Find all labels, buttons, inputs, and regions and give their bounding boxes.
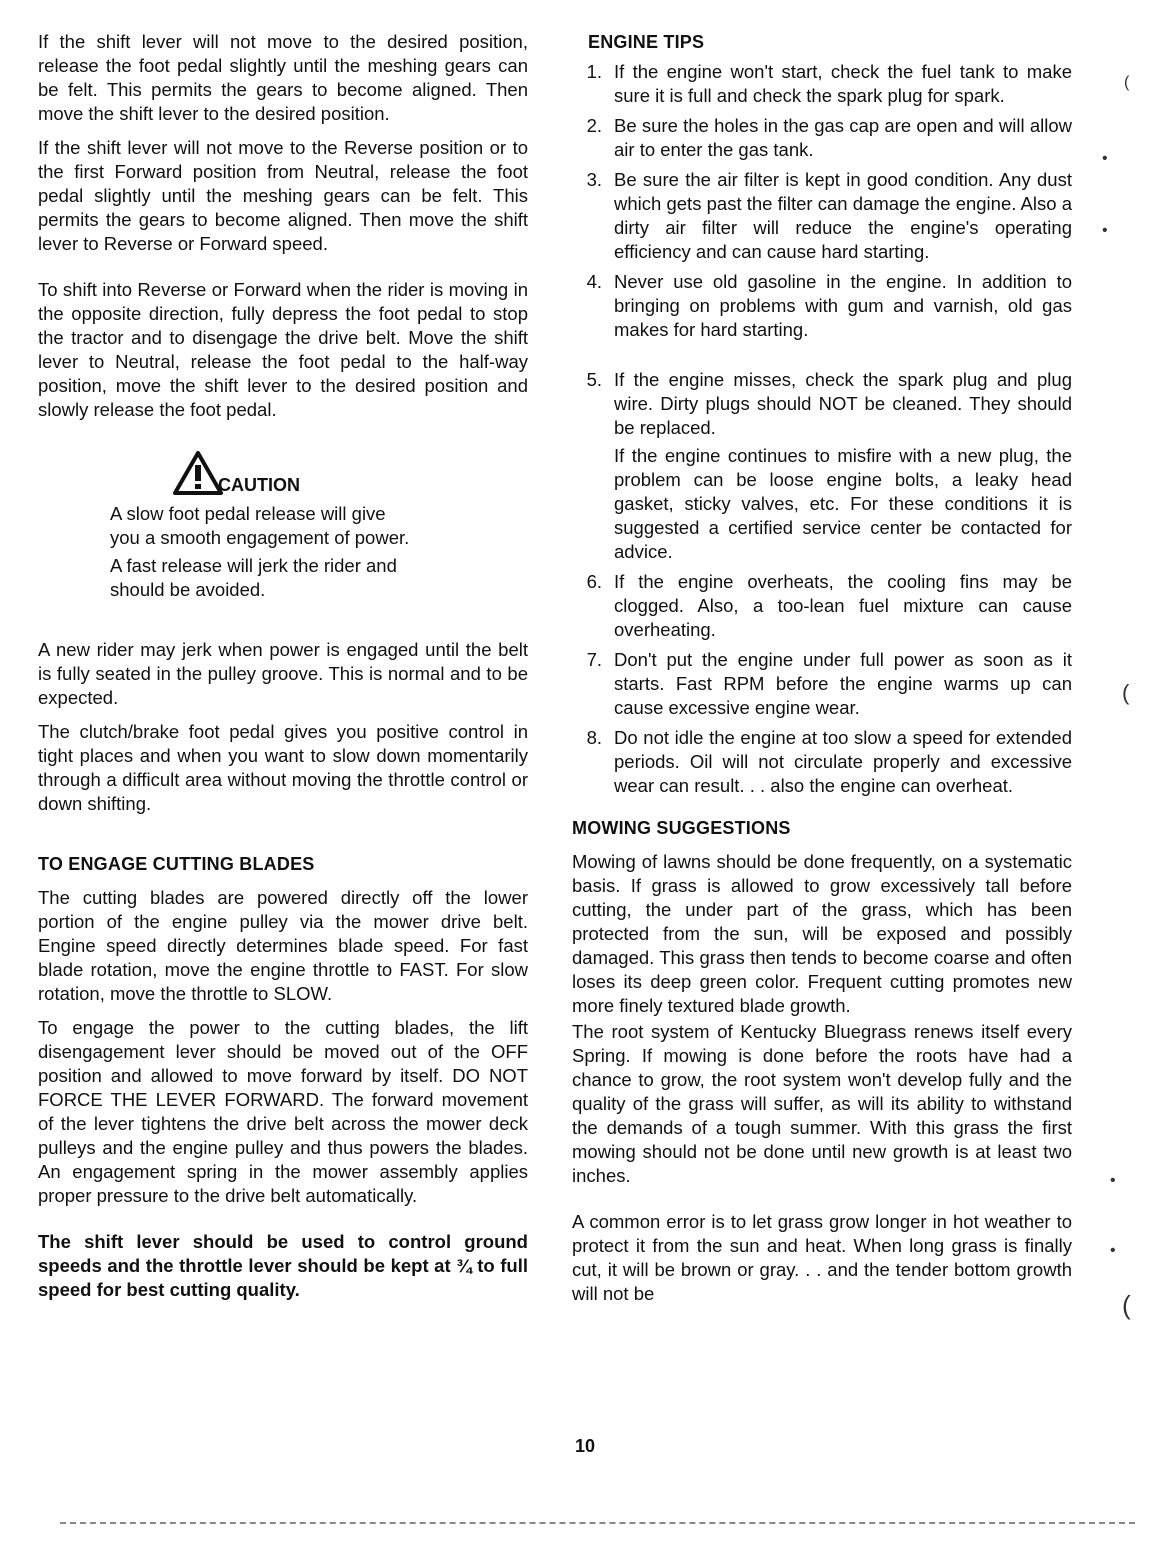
shift-lever-paragraph: If the shift lever will not move to the desired position, release the foot pedal slightly until the meshing gears can be felt. This permits the gears to become aligned. Then move the shift lever to the desired position. (38, 31, 528, 124)
common-error-paragraph: A common error is to let grass grow longer in hot weather to protect it from the sun and heat. When long grass is finally cut, it will be brown or gray. . . and the tender bottom growth will not be (572, 1211, 1072, 1304)
list-number: 3. (586, 169, 602, 190)
margin-dot: • (1110, 1172, 1116, 1189)
page-number: 10 (574, 1436, 596, 1456)
list-item (572, 368, 1072, 564)
margin-mark: ( (1122, 1290, 1131, 1320)
engine-tips-list (572, 60, 1072, 798)
clutch-brake-paragraph: The clutch/brake foot pedal gives you positive control in tight places and when you want to slow down momentarily through a difficult area without moving the throttle control or down shifting. (38, 721, 528, 814)
list-item (572, 60, 1072, 108)
margin-dot: • (1102, 150, 1108, 167)
margin-mark: ( (1124, 74, 1130, 91)
tip-extra-text: If the engine continues to misfire with a new plug, the problem can be loose engine bolts, a leaky head gasket, sticky valves, etc. For these conditions it is suggested a certified service center be contacted for advice. (614, 445, 1072, 562)
mowing-suggestions-heading: MOWING SUGGESTIONS (572, 818, 791, 838)
tip-text: If the engine misses, check the spark plug and plug wire. Dirty plugs should NOT be cleaned. They should be replaced. (614, 369, 1072, 438)
mowing-paragraph: Mowing of lawns should be done frequently, on a systematic basis. If grass is allowed to grow excessively tall before cutting, the under part of the grass, which has been protected from the sun, will be exposed and possibly damaged. This grass then tends to become coarse and often loses its deep green color. Frequent cutting promotes new more finely textured blade growth. (572, 851, 1072, 1016)
list-number: 5. (586, 369, 602, 390)
caution-line: you a smooth engagement of power. (110, 527, 410, 548)
margin-dot: • (1102, 222, 1108, 239)
shift-throttle-paragraph: The shift lever should be used to control ground speeds and the throttle lever should be kept at ¾ to full speed for best cutting quality. (38, 1231, 528, 1300)
list-number: 1. (586, 61, 602, 82)
list-item (572, 114, 1072, 162)
warning-triangle-icon (172, 450, 224, 496)
caution-box (38, 450, 528, 602)
caution-line: A fast release will jerk the rider and (110, 555, 397, 576)
left-column (38, 30, 528, 1302)
list-number: 6. (586, 571, 602, 592)
list-item (572, 726, 1072, 798)
engine-tips-heading: ENGINE TIPS (588, 32, 705, 52)
margin-mark: ( (1122, 680, 1130, 705)
cutting-blades-paragraph: The cutting blades are powered directly off the lower portion of the engine pulley via the mower drive belt. Engine speed directly determines blade speed. For fast blade rotation, move the engine throttle to FAST. For slow rotation, move the throttle to SLOW. (38, 887, 528, 1004)
engage-blades-heading: TO ENGAGE CUTTING BLADES (38, 854, 315, 874)
caution-title: CAUTION (218, 475, 300, 495)
list-number: 8. (586, 727, 602, 748)
engage-power-paragraph: To engage the power to the cutting blades, the lift disengagement lever should be moved out of the OFF position and allowed to move forward by itself. DO NOT FORCE THE LEVER FORWARD. The forward movement of the lever tightens the drive belt across the mower deck pulleys and the engine pulley and thus powers the blades. An engagement spring in the mower assembly applies proper pressure to the drive belt automatically. (38, 1017, 528, 1206)
list-item (572, 270, 1072, 342)
reverse-shift-paragraph: If the shift lever will not move to the Reverse position or to the first Forward position from Neutral, release the foot pedal slightly until the meshing gears can be felt. This permits the gears to become aligned. Then move the shift lever to Reverse or Forward speed. (38, 137, 528, 254)
list-item (572, 168, 1072, 264)
list-number: 2. (586, 115, 602, 136)
list-number: 4. (586, 271, 602, 292)
tip-text: If the engine won't start, check the fuel tank to make sure it is full and check the spark plug for spark. (614, 61, 1072, 106)
tip-text: Don't put the engine under full power as soon as it starts. Fast RPM before the engine warms up can cause excessive engine wear. (614, 649, 1072, 718)
list-item (572, 648, 1072, 720)
margin-dot: • (1110, 1242, 1116, 1259)
tip-text: Do not idle the engine at too slow a speed for extended periods. Oil will not circulate properly and excessive wear can result. . . also the engine can overheat. (614, 727, 1072, 796)
opposite-direction-paragraph: To shift into Reverse or Forward when the rider is moving in the opposite direction, fully depress the foot pedal to stop the tractor and to disengage the drive belt. Move the shift lever to Neutral, release the foot pedal to the half-way position, move the shift lever to the desired position and slowly release the foot pedal. (38, 279, 528, 420)
tip-text: Be sure the holes in the gas cap are open and will allow air to enter the gas tank. (614, 115, 1072, 160)
caution-line: should be avoided. (110, 579, 266, 600)
right-column (572, 30, 1072, 1306)
tip-text: Never use old gasoline in the engine. In addition to bringing on problems with gum and varnish, old gas makes for hard starting. (614, 271, 1072, 340)
root-system-paragraph: The root system of Kentucky Bluegrass renews itself every Spring. If mowing is done before the roots have had a chance to grow, the root system won't develop fully and the quality of the grass will suffer, as will its ability to withstand the demands of a tough summer. With this grass the first mowing should not be done until new growth is at least two inches. (572, 1021, 1072, 1186)
caution-line: A slow foot pedal release will give (110, 503, 386, 524)
list-item (572, 570, 1072, 642)
new-rider-paragraph: A new rider may jerk when power is engaged until the belt is fully seated in the pulley groove. This is normal and to be expected. (38, 639, 528, 708)
list-number: 7. (586, 649, 602, 670)
tip-text: Be sure the air filter is kept in good condition. Any dust which gets past the filter can damage the engine. Also a dirty air filter will reduce the engine's operating efficiency and can cause hard starting. (614, 169, 1072, 262)
bottom-rule (60, 1522, 1135, 1526)
tip-text: If the engine overheats, the cooling fins may be clogged. Also, a too-lean fuel mixture can cause overheating. (614, 571, 1072, 640)
